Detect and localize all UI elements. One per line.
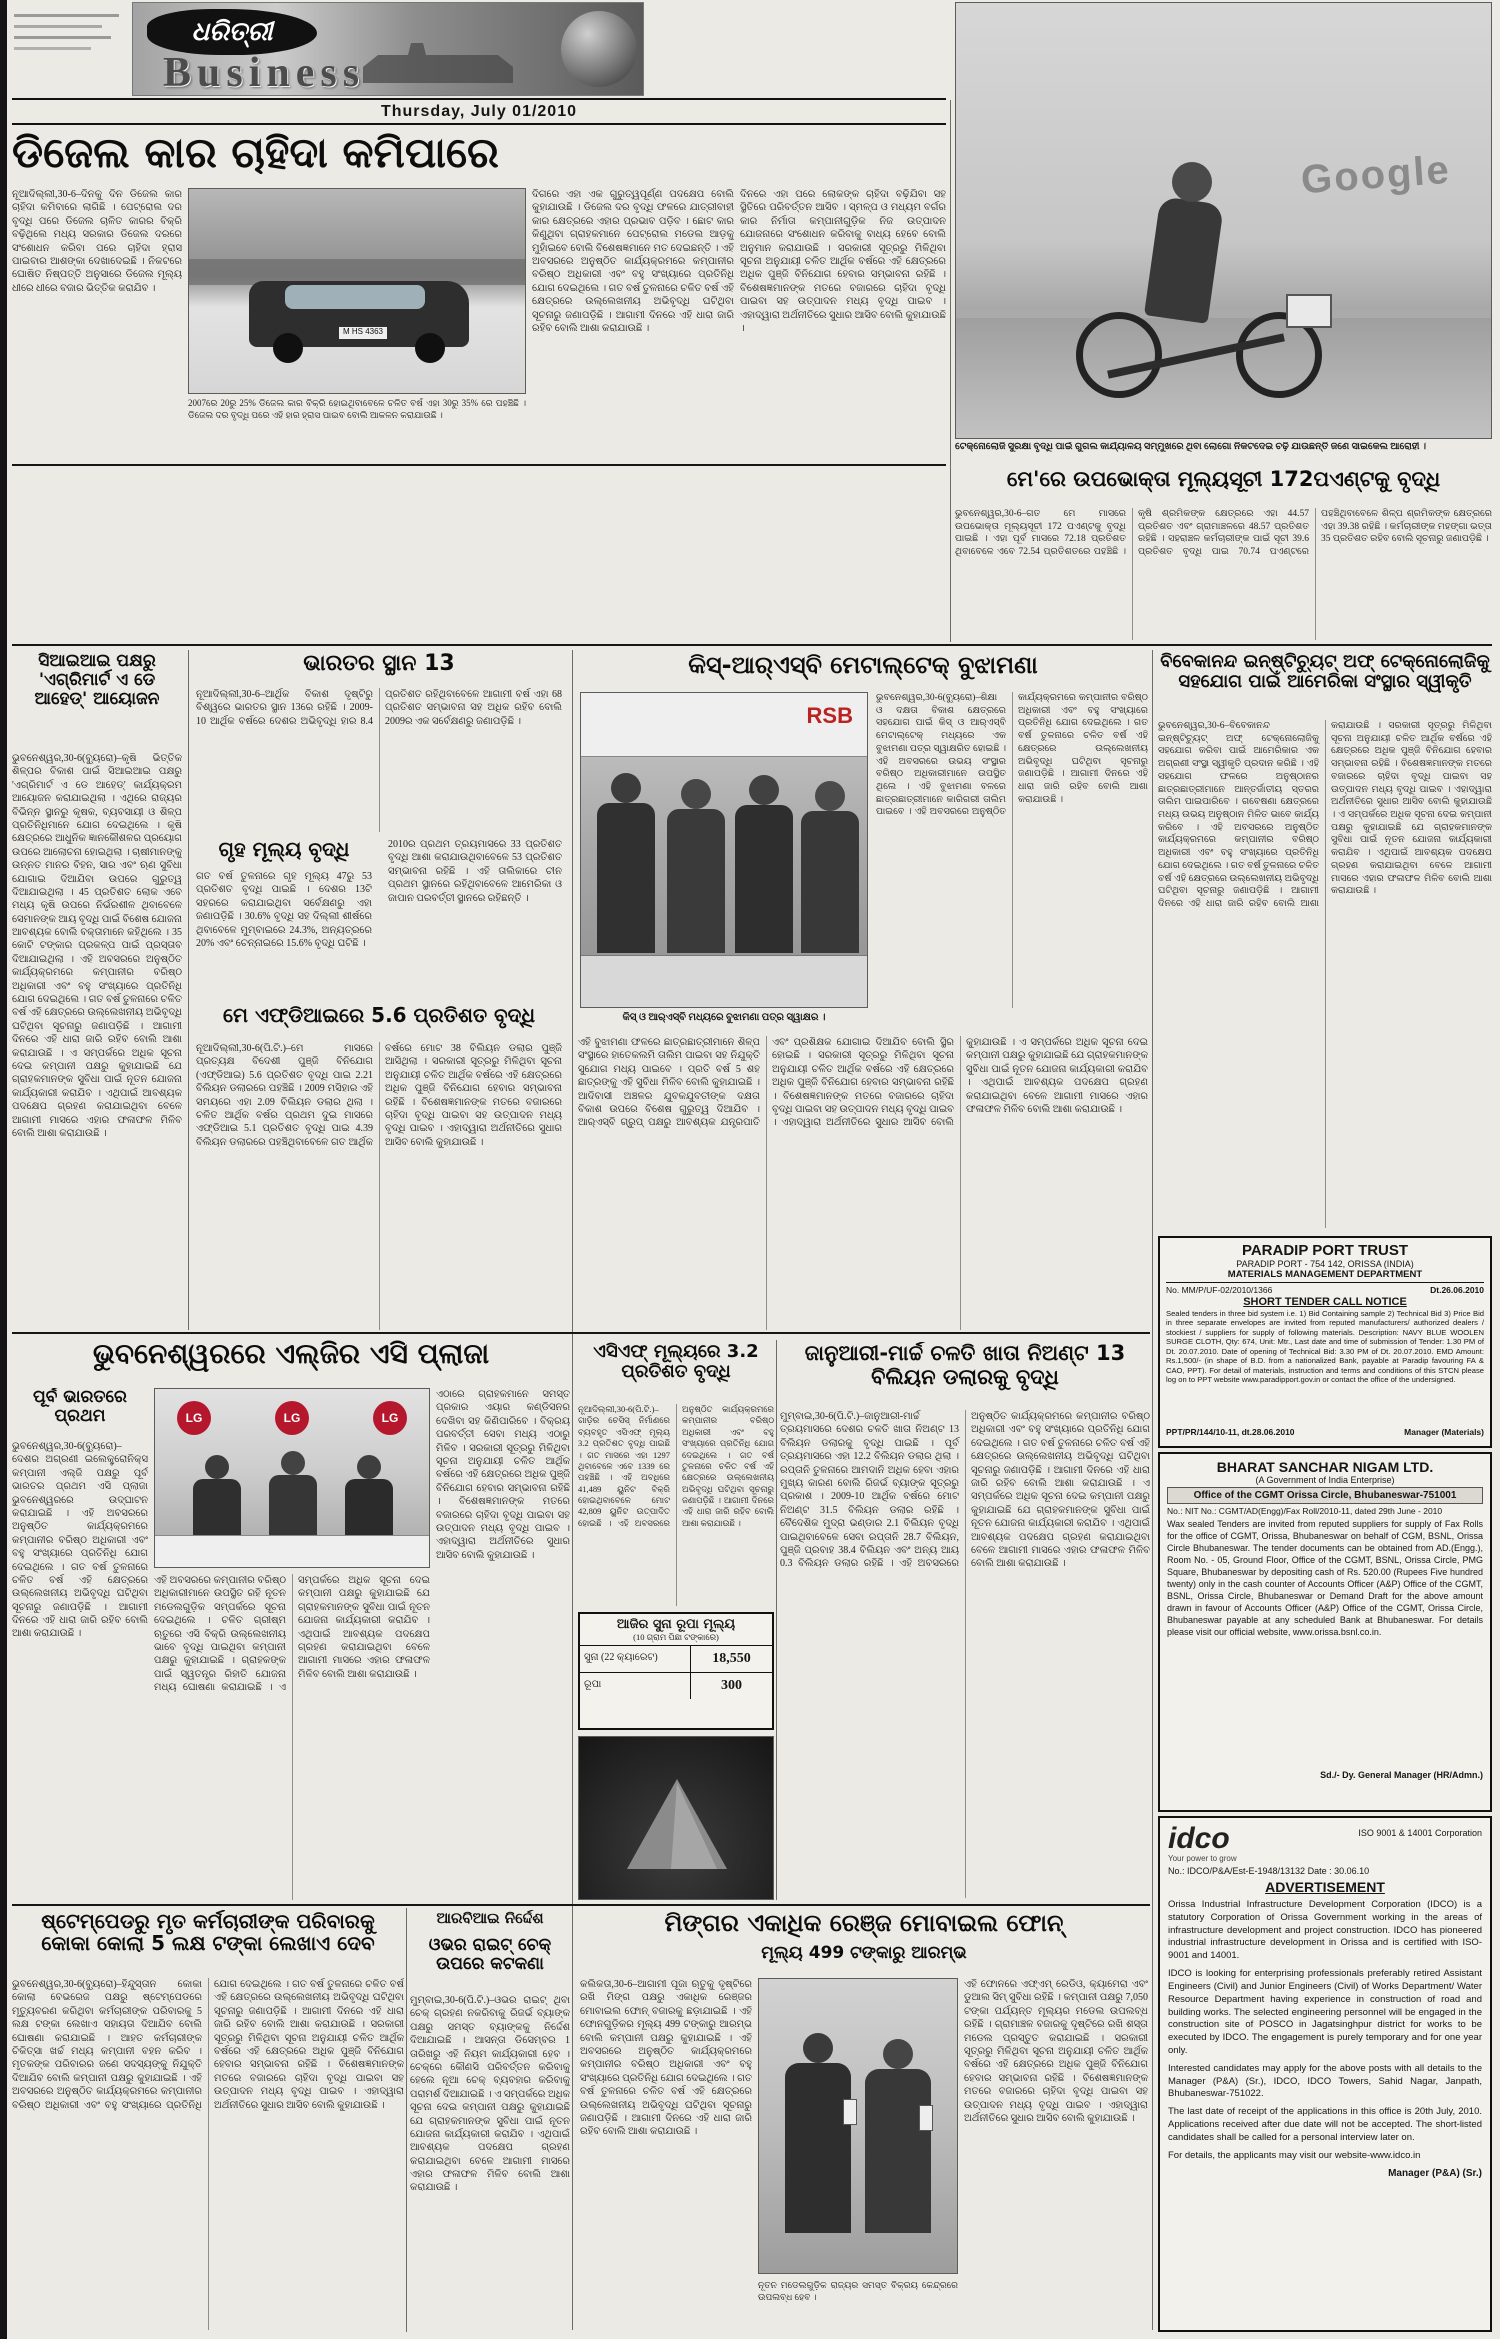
lg-logo-text: LG bbox=[283, 1411, 301, 1425]
idco-signature: Manager (P&A) (Sr.) bbox=[1388, 2168, 1482, 2180]
paradip-title: PARADIP PORT TRUST bbox=[1241, 1242, 1409, 1259]
gold-row-label: ସୁନା (22 କ୍ୟାରେଟ) bbox=[580, 1646, 691, 1672]
current-account-headline: ଜାନୁଆରୀ-ମାର୍ଚ୍ଚ ଚଳତି ଖାତା ନିଅଣ୍ଟ 13 ବିଲିୟନ ଡଲାରକୁ ବୃଦ୍ଧି bbox=[804, 1342, 1126, 1389]
gold-row-value: 18,550 bbox=[712, 1651, 751, 1666]
body-text-part: ସରକାରୀ ସୂତ୍ରରୁ ମିଳିଥିବା ସୂଚନା ଅନୁଯାୟୀ ଚଳିତ ଆର୍ଥିକ ବର୍ଷରେ ଏହି କ୍ଷେତ୍ରରେ ଅଧିକ ପୁଞ୍ଜି ବିନିଯୋଗ ହେବାର ସମ୍ଭାବନା ରହିଛି । ବିଶେଷଜ୍ଞମାନଙ୍କ ମତରେ ବଜାରରେ ଚାହିଦା ବୃଦ୍ଧି ପାଇବା ସହ ଉତ୍ପାଦନ ମଧ୍ୟ ବୃଦ୍ଧି ପାଇବ । ଏହାଦ୍ୱାରା ଅର୍ଥନୀତିରେ ସୁଧାର ଆସିବ ବୋଲି କୁହାଯାଉଛି । bbox=[436, 1442, 570, 1561]
masthead bbox=[132, 2, 644, 96]
photo-mobile-launch bbox=[758, 1978, 958, 2274]
person-body bbox=[193, 1479, 241, 1537]
body-text-part: ଏହି ବୁଝାମଣା ଫଳରେ ଛାତ୍ରଛାତ୍ରୀମାନେ ଶିଳ୍ପ ସଂସ୍ଥାରେ ହାତେକଲମି ତାଲିମ ପାଇବା ସହ ନିଯୁକ୍ତି ସୁଯୋଗ ମଧ୍ୟ ପାଇବେ । ପ୍ରତି ବର୍ଷ 5 ଶହ ଛାତ୍ରଙ୍କୁ ଏହି ସୁବିଧା ମିଳିବ ବୋଲି କୁହାଯାଇଛି । ଆଦିବାସୀ ଅଞ୍ଚଳର ଯୁବକଯୁବତୀଙ୍କ ଦକ୍ଷତା ବିକାଶ ଉପରେ ବିଶେଷ ଗୁରୁତ୍ୱ ଦିଆଯିବ । ଆର୍‌ଏସ୍‌ବି ଗ୍ରୁପ୍ ପକ୍ଷରୁ ଆବଶ୍ୟକ ଯନ୍ତ୍ରପାତି ଏବଂ ପ୍ରଶିକ୍ଷକ ଯୋଗାଇ ଦିଆଯିବ ବୋଲି ସ୍ଥିର ହୋଇଛି । bbox=[578, 1037, 954, 1129]
idco-paragraph: IDCO is looking for enterprising professionals preferably retired Assistant Engineers (Civil) and Junior Engineers (Civil) of Works Department/ Water Resource Department having experience in construction of road and building works. The selected engineering personnel will be engaged in the construction site of POSCO in Jagatsinghpur district for works to be executed by IDCO. The engagement is purely temporary and for one year only. bbox=[1168, 1968, 1482, 2056]
body-text-part: ଏ ସମ୍ପର୍କରେ ଅଧିକ ସୂଚନା ଦେଇ କମ୍ପାନୀ ପକ୍ଷରୁ କୁହାଯାଇଛି ଯେ ଗ୍ରାହକମାନଙ୍କ ସୁବିଧା ପାଇଁ ନୂତନ ଯୋଜନା କାର୍ଯ୍ୟକାରୀ କରାଯିବ । ଏଥିପାଇଁ ଆବଶ୍ୟକ ପଦକ୍ଷେପ ଗ୍ରହଣ କରାଯାଇଥିବା ବେଳେ ଆଗାମୀ ମାସରେ ଏହାର ଫଳାଫଳ ମିଳିବ ବୋଲି ଆଶା କରାଯାଉଛି । bbox=[12, 1047, 182, 1139]
bike-rear-wheel bbox=[1076, 312, 1162, 398]
body-text-part: ଦିନରେ ଏହା ପରେ ଲୋକଙ୍କ ଚାହିଦା ବଢ଼ିଯିବା ସହ ସ୍ଥିତିରେ ପରିବର୍ତ୍ତନ ଆସିବ । ସ୍ମଳ୍ପ ଓ ମଧ୍ୟମ ବର୍ଗର କାର ନିର୍ମାତା କମ୍ପାନୀଗୁଡ଼ିକ ନିଜ ଉତ୍ପାଦନ ଯୋଜନାରେ ସଂଶୋଧନ କରିବାକୁ ବାଧ୍ୟ ହେବେ ବୋଲି ଅନୁମାନ କରାଯାଉଛି । bbox=[740, 189, 946, 254]
gold-table-subtitle: (10 ଗ୍ରାମ ପିଛା ଟଙ୍କାରେ) bbox=[580, 1632, 772, 1646]
body-text-part: ଏହି ଅବସରରେ ଅନୁଷ୍ଠିତ କାର୍ଯ୍ୟକ୍ରମରେ କମ୍ପାନୀର ବରିଷ୍ଠ ଅଧିକାରୀ ଏବଂ ବହୁ ସଂଖ୍ୟାରେ ପ୍ରତିନିଧି ଯୋଗ ଦେଇଥିଲେ । ଗତ ବର୍ଷ ତୁଳନାରେ ଚଳିତ ବର୍ଷ ଏହି କ୍ଷେତ୍ରରେ ଉଲ୍ଲେଖନୀୟ ଅଭିବୃଦ୍ଧି ଘଟିଥିବା ସୂଚନାରୁ ଜଣାପଡ଼ିଛି । ଆଗାମୀ ଦିନରେ ଏହି ଧାରା ଜାରି ରହିବ ବୋଲି ଆଶା କରାଯାଉଛି । bbox=[532, 242, 734, 334]
body-text-part: ମୁମ୍ବାଇ,30-6(ପି.ଟି.)–ଜାନୁଆରୀ-ମାର୍ଚ୍ଚ ତ୍ରୟମାସରେ ଦେଶର ଚଳତି ଖାତା ନିଅଣ୍ଟ 13 ବିଲିୟନ ଡଲାରକୁ ବୃଦ୍ଧି ପାଇଛି । ପୂର୍ବ ତ୍ରୟମାସରେ ଏହା 12.2 ବିଲିୟନ ଡଲାର ଥିଲା । ରପ୍ତାନି ତୁଳନାରେ ଆମଦାନି ଅଧିକ ହେବା ଏହାର ମୁଖ୍ୟ କାରଣ ବୋଲି ରିଜର୍ଭ ବ୍ୟାଙ୍କ ସୂତ୍ରରୁ ପ୍ରକାଶ । 2009-10 ଆର୍ଥିକ ବର୍ଷରେ ମୋଟ ନିଅଣ୍ଟ 31.5 ବିଲିୟନ ଡଲାର ରହିଛି । ବୈଦେଶିକ ମୁଦ୍ରା ଭଣ୍ଡାର 2.1 ବିଲିୟନ ବୃଦ୍ଧି ପାଇଥିବାବେଳେ ସେବା ରପ୍ତାନି 28.7 ବିଲିୟନ, ପୁଞ୍ଜି ପ୍ରବାହ 38.4 ବିଲିୟନ ଏବଂ ଅନ୍ୟ ଆୟ 0.3 ବିଲିୟନ ଡଲାର ରହିଛି । bbox=[780, 1411, 959, 1570]
photo-google-cyclist bbox=[955, 2, 1492, 439]
body-text-part: ଏହି ଅବସରରେ ଅନୁଷ୍ଠିତ କାର୍ଯ୍ୟକ୍ରମରେ କମ୍ପାନୀର ବରିଷ୍ଠ ଅଧିକାରୀ ଏବଂ ବହୁ ସଂଖ୍ୟାରେ ପ୍ରତିନିଧି ଯୋଗ ଦେଇଥିଲେ । ଗତ ବର୍ଷ ତୁଳନାରେ ଚଳିତ ବର୍ଷ ଏହି କ୍ଷେତ୍ରରେ ଉଲ୍ଲେଖନୀୟ ଅଭିବୃଦ୍ଧି ଘଟିଥିବା ସୂଚନାରୁ ଜଣାପଡ଼ିଛି । ଆଗାମୀ ଦିନରେ ଏହି ଧାରା ଜାରି ରହିବ ବୋଲି ଆଶା କରାଯାଉଛି । bbox=[899, 1411, 1150, 1570]
triangle-highlight bbox=[671, 1783, 717, 1869]
lg-logo-badge bbox=[275, 1401, 309, 1435]
vrule-col1 bbox=[188, 650, 189, 1330]
current-account-body bbox=[780, 1410, 1150, 1898]
body-text-part: ନୂଆଦିଲ୍ଲୀ,30-6(ପି.ଟି.)–ମେ ମାସରେ ପ୍ରତ୍ୟକ୍ଷ ବିଦେଶୀ ପୁଞ୍ଜି ବିନିଯୋଗ (ଏଫ୍‌ଡିଆଇ) 5.6 ପ୍ରତିଶତ ବୃଦ୍ଧି ପାଇ 2.21 ବିଲିୟନ ଡଲାରରେ ପହଞ୍ଚିଛି । 2009 ମସିହାର ଏହି ସମୟରେ ଏହା 2.09 ବିଲିୟନ ଡଲାର ଥିଲା । ଚଳିତ ଆର୍ଥିକ ବର୍ଷର ପ୍ରଥମ ଦୁଇ ମାସରେ ଏଫ୍‌ଡିଆଇ 5.1 ପ୍ରତିଶତ ବୃଦ୍ଧି ପାଇ 4.39 ବିଲିୟନ ଡଲାରରେ ପହଞ୍ଚିଥିବାବେଳେ ଗତ ଆର୍ଥିକ ବର୍ଷରେ ମୋଟ 38 ବିଲିୟନ ଡଲାର ପୁଞ୍ଜି ଆସିଥିଲା । bbox=[196, 1043, 562, 1148]
fdi-body bbox=[196, 1042, 562, 1330]
vrule-coca-rbi bbox=[406, 1908, 407, 2332]
paradip-body: Sealed tenders in three bid system i.e. 1) Bid Containing sample 2) Technical Bid 3) Price Bid in three separate envelopes are invited from reputed manufacturers/ authorized dealers / stockiest / suppliers for supply of following materials. Description: NAVY BLUE WOOLEN SURGE CLOTH, Qty: 674, Unit: Mtr., Last date and time of submission of Tender: 1.30 PM of Dt. 20.07.2010. Date of opening of Technical Bid: 3.30 PM of Dt. 20.07.2010. EMD Amount: Rs.1,500/- (in shape of B.D. from a nationalized Bank, payable at Paradip favouring FA & CAO, PPT). For detail of materials, instruction and terms and conditions of this STCN please log on to PPT website www.paradipport.gov.in or contact the office of the undersigned. bbox=[1166, 1309, 1484, 1385]
body-text-part: ଏ ସମ୍ପର୍କରେ ଅଧିକ ସୂଚନା ଦେଇ କମ୍ପାନୀ ପକ୍ଷରୁ କୁହାଯାଇଛି ଯେ ଗ୍ରାହକମାନଙ୍କ ସୁବିଧା ପାଇଁ ନୂତନ ଯୋଜନା କାର୍ଯ୍ୟକାରୀ କରାଯିବ । ଏଥିପାଇଁ ଆବଶ୍ୟକ ପଦକ୍ଷେପ ଗ୍ରହଣ କରାଯାଇଥିବା ବେଳେ ଆଗାମୀ ମାସରେ ଏହାର ଫଳାଫଳ ମିଳିବ ବୋଲି ଆଶା କରାଯାଉଛି । bbox=[1331, 810, 1492, 897]
rbi-kicker: ଆରବିଆଇ ନିର୍ଦ୍ଦେଶ bbox=[436, 1910, 544, 1927]
page-left-edge bbox=[0, 0, 7, 2339]
body-text-part: ଏହି ଅବସରରେ ଅନୁଷ୍ଠିତ କାର୍ଯ୍ୟକ୍ରମରେ କମ୍ପାନୀର ବରିଷ୍ଠ ଅଧିକାରୀ ଏବଂ ବହୁ ସଂଖ୍ୟାରେ ପ୍ରତିନିଧି ଯୋଗ ଦେଇଥିଲେ । ଗତ ବର୍ଷ ତୁଳନାରେ ଚଳିତ ବର୍ଷ ଏହି କ୍ଷେତ୍ରରେ ଉଲ୍ଲେଖନୀୟ ଅଭିବୃଦ୍ଧି ଘଟିଥିବା ସୂଚନାରୁ ଜଣାପଡ଼ିଛି । ଆଗାମୀ ଦିନରେ ଏହି ଧାରା ଜାରି ରହିବ ବୋଲି ଆଶା କରାଯାଉଛି । bbox=[914, 693, 1148, 818]
vivekananda-headline: ବିବେକାନନ୍ଦ ଇନ୍‌ଷ୍ଟିଚ୍ୟୁଟ୍ ଅଫ୍ ଟେକ୍ନୋଲୋଜିକୁ ସହଯୋଗ ପାଇଁ ଆମେରିକା ସଂସ୍ଥାର ସ୍ୱୀକୃତି bbox=[1160, 652, 1490, 693]
micromax-body-bottom bbox=[758, 2280, 958, 2330]
paradip-ref-date: Dt.26.06.2010 bbox=[1430, 1285, 1484, 1295]
car-windshield bbox=[285, 285, 425, 309]
acf-body bbox=[578, 1404, 774, 1606]
kiss-rsb-bottom-body bbox=[578, 1036, 1148, 1330]
vrule-lead-right bbox=[950, 100, 951, 642]
lg-logo-text: LG bbox=[185, 1411, 203, 1425]
lg-logo-badge bbox=[373, 1401, 407, 1435]
lead-article-col3 bbox=[740, 188, 946, 460]
kiss-rsb-headline: କିସ୍‌-ଆର୍‌ଏସ୍‌ବି ମେଟାଲ୍‌ଟେକ୍ ବୁଝାମଣା bbox=[688, 652, 1038, 679]
lg-logo-badge bbox=[177, 1401, 211, 1435]
bsnl-subtitle: (A Government of India Enterprise) bbox=[1255, 1475, 1395, 1485]
coca-headline-line1: ଷ୍ଟେମ୍ପେଡରୁ ମୃତ କର୍ମଚାରୀଙ୍କ ପରିବାରକୁ bbox=[41, 1910, 375, 1933]
body-text-part: ଭୁବନେଶ୍ୱର,30-6(ବ୍ୟୁରୋ)–ଦେଶର ଅଗ୍ରଣୀ ଇଲେକ୍ଟ୍ରୋନିକ୍ସ କମ୍ପାନୀ ଏଲ୍‌ଜି ପକ୍ଷରୁ ପୂର୍ବ ଭାରତର ପ୍ରଥମ ଏସି ପ୍ଲାଜା ଭୁବନେଶ୍ୱରରେ ଉଦ୍‌ଘାଟନ କରାଯାଇଛି । bbox=[12, 1441, 148, 1519]
rule-under-lead bbox=[12, 464, 946, 466]
body-text-part: ସରକାରୀ ସୂତ୍ରରୁ ମିଳିଥିବା ସୂଚନା ଅନୁଯାୟୀ ଚଳିତ ଆର୍ଥିକ ବର୍ଷରେ ଏହି କ୍ଷେତ୍ରରେ ଅଧିକ ପୁଞ୍ଜି ବିନିଯୋଗ ହେବାର ସମ୍ଭାବନା ରହିଛି । ବିଶେଷଜ୍ଞମାନଙ୍କ ମତରେ ବଜାରରେ ଚାହିଦା ବୃଦ୍ଧି ପାଇବା ସହ ଉତ୍ପାଦନ ମଧ୍ୟ ବୃଦ୍ଧି ପାଇବ । ଏହାଦ୍ୱାରା ଅର୍ଥନୀତିରେ ସୁଧାର ଆସିବ ବୋଲି କୁହାଯାଉଛି । bbox=[1331, 721, 1492, 821]
photo-kiss-rsb-mou bbox=[580, 692, 868, 1008]
phone-shape bbox=[843, 2099, 857, 2125]
body-text-part: ଭୁବନେଶ୍ୱର,30-6–ବିବେକାନନ୍ଦ ଇନ୍‌ଷ୍ଟିଚ୍ୟୁଟ୍ ଅଫ୍ ଟେକ୍ନୋଲୋଜିକୁ ସହଯୋଗ କରିବା ପାଇଁ ଆମେରିକାର ଏକ ଅଗ୍ରଣୀ ସଂସ୍ଥା ସ୍ୱୀକୃତି ପ୍ରଦାନ କରିଛି । ଏହି ସହଯୋଗ ଫଳରେ ଅନୁଷ୍ଠାନର ଛାତ୍ରଛାତ୍ରୀମାନେ ଆନ୍ତର୍ଜାତୀୟ ସ୍ତରର ତାଲିମ ପାଇପାରିବେ । ଗବେଷଣା କ୍ଷେତ୍ରରେ ମଧ୍ୟ ଉଭୟ ଅନୁଷ୍ଠାନ ମିଳିତ ଭାବେ କାର୍ଯ୍ୟ କରିବେ । bbox=[1158, 721, 1319, 833]
license-plate: M HS 4363 bbox=[339, 327, 387, 339]
cpi-body bbox=[955, 508, 1492, 640]
person-body bbox=[269, 1475, 317, 1537]
idco-paragraph: Interested candidates may apply for the above posts with all details to the Manager (P&A) (Sr.), IDCO, IDCO Towers, Sahid Nagar, Janpath, Bhubaneswar-751022. bbox=[1168, 2062, 1482, 2100]
paradip-ref-no: No. MM/P/UF-02/2010/1366 bbox=[1166, 1285, 1273, 1295]
india13-body bbox=[196, 688, 562, 832]
gold-price-table bbox=[578, 1612, 774, 1730]
idco-paragraph: For details, the applicants may visit our website-www.idco.in bbox=[1168, 2149, 1421, 2161]
home-price-headline: ଗୃହ ମୂଲ୍ୟ ବୃଦ୍ଧି bbox=[218, 838, 350, 861]
paradip-notice-title: SHORT TENDER CALL NOTICE bbox=[1243, 1296, 1407, 1308]
body-text-part: ନୂଆଦିଲ୍ଲୀ,30-6–ଆର୍ଥିକ ବିକାଶ ଦୃଷ୍ଟିରୁ ବିଶ୍ୱରେ ଭାରତର ସ୍ଥାନ 13ରେ ରହିଛି । 2009-10 ଆର୍ଥିକ ବର୍ଷରେ ଦେଶର ଅଭିବୃଦ୍ଧି ହାର 8.4 ପ୍ରତିଶତ ରହିଥିବାବେଳେ ଆଗାମୀ ବର୍ଷ ଏହା 68 ପ୍ରତିଶତ ସମ୍ଭାବନା ସହ ଅଧିକ ରହିବ ବୋଲି 2009ର ଏକ ସର୍ବେକ୍ଷଣରୁ ଜଣାପଡ଼ିଛି । bbox=[196, 689, 562, 727]
person-body bbox=[345, 1479, 393, 1537]
body-text-part: ଭୁବନେଶ୍ୱର,30-6(ବ୍ୟୁରୋ)–ହିନ୍ଦୁସ୍ତାନ କୋକା କୋଲା ବେଭରେଜ ପକ୍ଷରୁ ଷ୍ଟେମ୍ପେଡରେ ମୃତ୍ୟୁବରଣ କରିଥିବା କର୍ମଚାରୀଙ୍କ ପରିବାରକୁ 5 ଲକ୍ଷ ଟଙ୍କା ଲେଖାଏ ସହାୟତା ଦିଆଯିବ ବୋଲି ଘୋଷଣା କରାଯାଇଛି । ଆହତ କର୍ମଚାରୀଙ୍କ ଚିକିତ୍ସା ଖର୍ଚ୍ଚ ମଧ୍ୟ କମ୍ପାନୀ ବହନ କରିବ । ମୃତକଙ୍କ ପରିବାରର ଜଣେ ସଦସ୍ୟଙ୍କୁ ନିଯୁକ୍ତି ଦିଆଯିବ ବୋଲି କମ୍ପାନୀ ପକ୍ଷରୁ କୁହାଯାଇଛି । bbox=[12, 1979, 202, 2084]
vivekananda-body bbox=[1158, 720, 1492, 1228]
body-text-part: ଏଠାରେ ଗ୍ରାହକମାନେ ସମସ୍ତ ପ୍ରକାର ଏୟାର କଣ୍ଡିସନର ଦେଖିବା ସହ କିଣିପାରିବେ । ବିକ୍ରୟ ପରବର୍ତ୍ତୀ ସେବା ମଧ୍ୟ ଏଠାରୁ ମିଳିବ । bbox=[436, 1389, 570, 1454]
rsb-logo-text: RSB bbox=[806, 703, 853, 728]
body-text-part: ମୁମ୍ବାଇ,30-6(ପି.ଟି.)–ଓଭର ରାଇଟ୍ ଥିବା ଚେକ୍ ଗ୍ରହଣ ନକରିବାକୁ ରିଜର୍ଭ ବ୍ୟାଙ୍କ ପକ୍ଷରୁ ସମସ୍ତ ବ୍ୟାଙ୍କକୁ ନିର୍ଦ୍ଦେଶ ଦିଆଯାଇଛି । ଆସନ୍ତା ଡିସେମ୍ବର 1 ତାରିଖରୁ ଏହି ନିୟମ କାର୍ଯ୍ୟକାରୀ ହେବ । ଚେକ୍‌ରେ କୌଣସି ପରିବର୍ତ୍ତନ କରିବାକୁ ହେଲେ ନୂଆ ଚେକ୍ ବ୍ୟବହାର କରିବାକୁ ପରାମର୍ଶ ଦିଆଯାଇଛି । bbox=[410, 1995, 570, 2100]
rbi-body bbox=[410, 1994, 570, 2330]
idco-title: ADVERTISEMENT bbox=[1265, 1879, 1385, 1895]
gold-table-title: ଆଜିର ସୁନା ରୂପା ମୂଲ୍ୟ bbox=[616, 1617, 736, 1632]
imprint-lines bbox=[14, 8, 124, 90]
person-head bbox=[681, 779, 711, 809]
body-text-part: ଏହି ଅବସରରେ ଅନୁଷ୍ଠିତ କାର୍ଯ୍ୟକ୍ରମରେ କମ୍ପାନୀର ବରିଷ୍ଠ ଅଧିକାରୀ ଏବଂ ବହୁ ସଂଖ୍ୟାରେ ପ୍ରତିନିଧି ଯୋଗ ଦେଇଥିଲେ । ଗତ ବର୍ଷ ତୁଳନାରେ ଚଳିତ ବର୍ଷ ଏହି କ୍ଷେତ୍ରରେ ଉଲ୍ଲେଖନୀୟ ଅଭିବୃଦ୍ଧି ଘଟିଥିବା ସୂଚନାରୁ ଜଣାପଡ଼ିଛି । ଆଗାମୀ ଦିନରେ ଏହି ଧାରା ଜାରି ରହିବ ବୋଲି ଆଶା କରାଯାଉଛି । bbox=[1158, 721, 1381, 910]
bike-basket bbox=[1286, 294, 1332, 328]
r ule-section-3 bbox=[12, 1904, 1150, 1906]
body-text-part: ନୂଆଦିଲ୍ଲୀ,30-6(ପି.ଟି.)–ଗାଡ଼ିର ଚେସିସ୍ ନିର୍ମାଣରେ ବ୍ୟବହୃତ ଏସିଏଫ୍ ମୂଲ୍ୟ 3.2 ପ୍ରତିଶତ ବୃଦ୍ଧି ପାଇଛି । ଗତ ମାସରେ ଏହା 1297 ଥିବାବେଳେ ଏବେ 1339 ରେ ପହଞ୍ଚିଛି । ଏହି ଅବଧିରେ 41,489 ୟୁନିଟ ବିକ୍ରି ହୋଇଥିବାବେଳେ ମୋଟ 42,809 ୟୁନିଟ ଉତ୍ପାଦିତ ହୋଇଛି । bbox=[578, 1404, 670, 1528]
bsnl-office: Office of the CGMT Orissa Circle, Bhubaneswar-751001 bbox=[1167, 1487, 1483, 1504]
bsnl-ad bbox=[1158, 1452, 1492, 1812]
body-text-part: ଏହି ଅବସରରେ ଅନୁଷ୍ଠିତ କାର୍ଯ୍ୟକ୍ରମରେ କମ୍ପାନୀର ବରିଷ୍ଠ ଅଧିକାରୀ ଏବଂ ବହୁ ସଂଖ୍ୟାରେ ପ୍ରତିନିଧି ଯୋଗ ଦେଇଥିଲେ । ଗତ ବର୍ଷ ତୁଳନାରେ ଚଳିତ ବର୍ଷ ଏହି କ୍ଷେତ୍ରରେ ଉଲ୍ଲେଖନୀୟ ଅଭିବୃଦ୍ଧି ଘଟିଥିବା ସୂଚନାରୁ ଜଣାପଡ଼ିଛି । ଆଗାମୀ ଦିନରେ ଏହି ଧାରା ଜାରି ରହିବ ବୋଲି ଆଶା କରାଯାଉଛି । bbox=[580, 2032, 752, 2138]
person-head bbox=[205, 1455, 229, 1479]
body-text-part: ଏହି ଅବସରରେ କମ୍ପାନୀର ବରିଷ୍ଠ ଅଧିକାରୀମାନେ ଉପସ୍ଥିତ ରହି ନୂତନ ମଡେଲଗୁଡ଼ିକ ସମ୍ପର୍କରେ ସୂଚନା ଦେଇଥିଲେ । ଚଳିତ ଗ୍ରୀଷ୍ମ ଋତୁରେ ଏସି ବିକ୍ରି ଉଲ୍ଲେଖନୀୟ ଭାବେ ବୃଦ୍ଧି ପାଇଥିବା କମ୍ପାନୀ ପକ୍ଷରୁ କୁହାଯାଇଛି । ଗ୍ରାହକଙ୍କ ପାଇଁ ସ୍ୱତନ୍ତ୍ର ରିହାତି ଯୋଜନା ମଧ୍ୟ ଘୋଷଣା କରାଯାଇଛି । bbox=[154, 1575, 286, 1694]
lg-body-bottom bbox=[154, 1574, 430, 1900]
imprint-line bbox=[14, 14, 119, 17]
person-head bbox=[281, 1451, 305, 1475]
vrule-mid-right bbox=[1152, 650, 1153, 2330]
vrule-mid-left bbox=[572, 650, 573, 2330]
car-wheel-left bbox=[273, 333, 303, 363]
india13-headline: ଭାରତର ସ୍ଥାନ 13 bbox=[303, 652, 455, 676]
body-text-part: କଲିକତା,30-6–ଆଗାମୀ ପୂଜା ଋତୁକୁ ଦୃଷ୍ଟିରେ ରଖି ମିଙ୍ଗ ପକ୍ଷରୁ ଏକାଧିକ ରେଞ୍ଜର ମୋବାଇଲ ଫୋନ୍ ବଜାରକୁ ଛଡ଼ାଯାଇଛି । ଏହି ଫୋନଗୁଡ଼ିକର ମୂଲ୍ୟ 499 ଟଙ୍କାରୁ ଆରମ୍ଭ ବୋଲି କମ୍ପାନୀ ପକ୍ଷରୁ କୁହାଯାଇଛି । bbox=[580, 1979, 752, 2044]
idco-ref: No.: IDCO/P&A/Est-E-1948/13132 Date : 30.06.10 bbox=[1168, 1866, 1370, 1876]
lg-logo-text: LG bbox=[381, 1411, 399, 1425]
person-body bbox=[667, 809, 725, 953]
body-text-part: ଏ ସମ୍ପର୍କରେ ଅଧିକ ସୂଚନା ଦେଇ କମ୍ପାନୀ ପକ୍ଷରୁ କୁହାଯାଇଛି ଯେ ଗ୍ରାହକମାନଙ୍କ ସୁବିଧା ପାଇଁ ନୂତନ ଯୋଜନା କାର୍ଯ୍ୟକାରୀ କରାଯିବ । ଏଥିପାଇଁ ଆବଶ୍ୟକ ପଦକ୍ଷେପ ଗ୍ରହଣ କରାଯାଇଥିବା ବେଳେ ଆଗାମୀ ମାସରେ ଏହାର ଫଳାଫଳ ମିଳିବ ବୋଲି ଆଶା କରାଯାଉଛି । bbox=[410, 2088, 570, 2194]
idco-tagline: Your power to grow bbox=[1168, 1854, 1237, 1863]
micromax-body-right bbox=[964, 1978, 1148, 2330]
imprint-line bbox=[14, 47, 91, 50]
idco-paragraph: The last date of receipt of the applications in this office is 20th July, 2010. Applications received after due date will not be accepted. The short-listed candidates shall be called for a personal interview later on. bbox=[1168, 2106, 1482, 2143]
fdi-headline: ମେ ଏଫ୍‌ଡିଆଇରେ 5.6 ପ୍ରତିଶତ ବୃଦ୍ଧି bbox=[223, 1004, 535, 1027]
body-text-part: ଦିଗରେ ଏହା ଏକ ଗୁରୁତ୍ୱପୂର୍ଣ୍ଣ ପଦକ୍ଷେପ ବୋଲି କୁହାଯାଉଛି । ଡିଜେଲ ଦର ବୃଦ୍ଧି ଫଳରେ ଯାତ୍ରୀବାହୀ କାର କ୍ଷେତ୍ରରେ ଏହାର ପ୍ରଭାବ ପଡ଼ିବ । ଛୋଟ କାର କିଣୁଥିବା ଗ୍ରାହକମାନେ ପେଟ୍ରୋଲ ମଡେଲ ଆଡ଼କୁ ମୁହାଁଇବେ ବୋଲି ବିଶେଷଜ୍ଞମାନେ ମତ ଦେଇଛନ୍ତି । bbox=[532, 189, 734, 254]
micromax-body-left bbox=[580, 1978, 752, 2330]
ship-graphic bbox=[363, 43, 513, 83]
person-head bbox=[749, 775, 779, 805]
person-body bbox=[785, 2063, 851, 2233]
body-text-part: ଭୁବନେଶ୍ୱର,30-6–ଗତ ମେ ମାସରେ ଉପଭୋକ୍ତା ମୂଲ୍ୟସୂଚୀ 172 ପଏଣ୍ଟକୁ ବୃଦ୍ଧି ପାଇଛି । ଏହା ପୂର୍ବ ମାସରେ 72.18 ପ୍ରତିଶତ ଥିବାବେଳେ ଏବେ 72.54 ପ୍ରତିଶତରେ ପହଞ୍ଚିଛି । କୃଷି ଶ୍ରମିକଙ୍କ କ୍ଷେତ୍ରରେ ଏହା 44.57 ପ୍ରତିଶତ ଏବଂ ଗ୍ରାମାଞ୍ଚଳରେ 48.57 ପ୍ରତିଶତ ରହିଛି । ସହରାଞ୍ଚଳ କର୍ମଚାରୀଙ୍କ ପାଇଁ ସୂଚୀ 39.6 ପ୍ରତିଶତ ବୃଦ୍ଧି ପାଇ 70.74 ପଏଣ୍ଟରେ ପହଞ୍ଚିଥିବାବେଳେ ଶିଳ୍ପ ଶ୍ରମିକଙ୍କ କ୍ଷେତ୍ରରେ ଏହା 39.38 ରହିଛି । କର୍ମଚାରୀଙ୍କ ମହଙ୍ଗା ଭତ୍ତା 35 ପ୍ରତିଶତ ରହିବ ବୋଲି ସୂଚନାରୁ ଜଣାପଡ଼ିଛି । bbox=[955, 509, 1492, 558]
globe-graphic bbox=[561, 11, 637, 87]
bsnl-signature: Sd./- Dy. General Manager (HR/Admn.) bbox=[1320, 1770, 1483, 1780]
body-text-part: ଏହି ଫୋନରେ ଏଫ୍‌ଏମ୍ ରେଡିଓ, କ୍ୟାମେରା ଏବଂ ଡୁଆଲ ସିମ୍ ସୁବିଧା ରହିଛି । କମ୍ପାନୀ ପକ୍ଷରୁ 7,050 ଟଙ୍କା ପର୍ଯ୍ୟନ୍ତ ମୂଲ୍ୟର ମଡେଲ ଉପଲବ୍ଧ ରହିଛି । ଗ୍ରାମାଞ୍ଚଳ ବଜାରକୁ ଦୃଷ୍ଟିରେ ରଖି ଶସ୍ତା ମଡେଲ ପ୍ରସ୍ତୁତ କରାଯାଇଛି । bbox=[964, 1979, 1148, 2044]
car-wheel-right bbox=[415, 333, 445, 363]
table-shape bbox=[581, 955, 867, 1007]
paradip-ad bbox=[1158, 1236, 1492, 1448]
person-body bbox=[801, 811, 859, 953]
coca-cola-headline bbox=[12, 1910, 404, 1970]
rider-head bbox=[1172, 162, 1212, 202]
acf-headline: ଏସିଏଫ୍ ମୂଲ୍ୟରେ 3.2 ପ୍ରତିଶତ ବୃଦ୍ଧି bbox=[593, 1342, 759, 1383]
table-shape bbox=[155, 1535, 429, 1567]
person-body bbox=[597, 803, 655, 953]
paradip-dept: MATERIALS MANAGEMENT DEPARTMENT bbox=[1166, 1269, 1484, 1283]
body-text-part: ଭୁବନେଶ୍ୱର,30-6(ବ୍ୟୁରୋ)–କୃଷି ଭିତ୍ତିକ ଶିଳ୍ପର ବିକାଶ ପାଇଁ ସିଆଇଆଇ ପକ୍ଷରୁ 'ଏଗ୍ରିମାର୍ଟ ଏ ଡେ ଆହେଡ୍' କାର୍ଯ୍ୟକ୍ରମ ଆୟୋଜନ କରାଯାଇଥିଲା । ଏଥିରେ ରାଜ୍ୟର ବିଭିନ୍ନ ସ୍ଥାନରୁ କୃଷକ, ବ୍ୟବସାୟୀ ଓ ଶିଳ୍ପ ପ୍ରତିନିଧିମାନେ ଯୋଗ ଦେଇଥିଲେ । କୃଷି କ୍ଷେତ୍ରରେ ଆଧୁନିକ ଜ୍ଞାନକୌଶଳର ପ୍ରୟୋଗ ଉପରେ ଆଲୋଚନା ହୋଇଥିଲା । ଚାଷୀମାନଙ୍କୁ ଉନ୍ନତ ମାନର ବିହନ, ସାର ଏବଂ ଋଣ ସୁବିଧା ଯୋଗାଇ ଦିଆଯିବା ଉପରେ ଗୁରୁତ୍ୱ ଦିଆଯାଇଥିଲା । 45 ପ୍ରତିଶତ ଲୋକ ଏବେ ମଧ୍ୟ କୃଷି ଉପରେ ନିର୍ଭରଶୀଳ ଥିବାବେଳେ ସେମାନଙ୍କ ଆୟ ବୃଦ୍ଧି ପାଇଁ ବିଶେଷ ଯୋଜନା ଆବଶ୍ୟକ ବୋଲି ବକ୍ତାମାନେ କହିଥିଲେ । 35 କୋଟି ଟଙ୍କାର ପ୍ରକଳ୍ପ ପାଇଁ ପ୍ରସ୍ତାବ ଦିଆଯାଇଥିଲା । bbox=[12, 753, 182, 965]
body-text-part: ଭୁବନେଶ୍ୱର,30-6(ବ୍ୟୁରୋ)–ଶିକ୍ଷା ଓ ଦକ୍ଷତା ବିକାଶ କ୍ଷେତ୍ରରେ ସହଯୋଗ ପାଇଁ କିସ୍ ଓ ଆର୍‌ଏସ୍‌ବି ମେଟାଲ୍‌ଟେକ୍ ମଧ୍ୟରେ ଏକ ବୁଝାମଣା ପତ୍ର ସ୍ୱାକ୍ଷରିତ ହୋଇଛି । ଏହି ଅବସରରେ ଉଭୟ ସଂସ୍ଥାର ବରିଷ୍ଠ ଅଧିକାରୀମାନେ ଉପସ୍ଥିତ ଥିଲେ । ଏହି ବୁଝାମଣା ବଳରେ ଛାତ୍ରଛାତ୍ରୀମାନେ କାରିଗରୀ ତାଲିମ ପାଇବେ । bbox=[876, 693, 1006, 818]
person-head bbox=[815, 781, 845, 811]
lead-headline: ଡିଜେଲ କାର ଚାହିଦା କମିପାରେ bbox=[12, 129, 499, 177]
section-name: Business bbox=[163, 50, 366, 96]
google-logo-text: Google bbox=[1299, 147, 1453, 203]
micromax-headline: ମିଙ୍ଗର ଏକାଧିକ ରେଞ୍ଜ ମୋବାଇଲ ଫୋନ୍ bbox=[664, 1910, 1064, 1937]
body-text-part: 2007ରେ 20ରୁ 25% ଡିଜେଲ କାର ବିକ୍ରି ହୋଇଥିବାବେଳେ ଚଳିତ ବର୍ଷ ଏହା 30ରୁ 35% ରେ ପହଞ୍ଚିଛି । ଡିଜେଲ ଦର ବୃଦ୍ଧି ପରେ ଏହି ହାର ହ୍ରାସ ପାଇବ ବୋଲି ଆକଳନ କରାଯାଉଛି । bbox=[188, 398, 526, 420]
photo-diesel-car bbox=[188, 188, 526, 394]
person-body bbox=[735, 805, 793, 953]
lg-body-right bbox=[436, 1388, 570, 1900]
lg-headline: ଭୁବନେଶ୍ୱରରେ ଏଲ୍‌ଜିର ଏସି ପ୍ଲାଜା bbox=[92, 1338, 490, 1370]
lg-body-left bbox=[12, 1440, 148, 1900]
silver-row bbox=[580, 1673, 772, 1699]
kiss-rsb-side-body bbox=[876, 692, 1148, 1008]
rule-section-1 bbox=[12, 644, 1492, 646]
cii-body bbox=[12, 752, 182, 1330]
person-head bbox=[357, 1455, 381, 1479]
bsnl-body: Wax sealed Tenders are invited from reputed suppliers for supply of Fax Rolls for the office of CGMT, Orissa, Bhubaneswar on behalf of CGM, BSNL, Orissa Circle Bhubaneswar. The tender documents can be obtained from AD.(Engg.), Room No. - 05, Ground Floor, Office of the CGMT, BSNL, Orissa Circle, PMG Square, Bhubaneswar by depositing cash of Rs. 520.00 (Rupees Five hundred twenty) only in the cash counter of Accounts Officer (A&P) Office of the CGMT, BSNL, Orissa Circle, Bhubaneswar or Demand Draft for the above amount drawn in favour of Accounts Officer (A&P) Office of the CGMT, Orissa Circle, Bhubaneswar payable at any scheduled Bank at Bhubaneswar. For details please visit our official website, www.orissa.bsnl.co.in. bbox=[1167, 1519, 1483, 1638]
idco-paragraph: Orissa Industrial Infrastructure Development Corporation (IDCO) is a statutory Corporation of Orissa Government working in the areas of infrastructure development and project construction. IDCO has pioneered industrial infrastructure development in Orissa and is certified with ISO-9001 and 14001. bbox=[1168, 1899, 1482, 1962]
body-text-part: ଏହି ଅବସରରେ ଅନୁଷ୍ଠିତ କାର୍ଯ୍ୟକ୍ରମରେ କମ୍ପାନୀର ବରିଷ୍ଠ ଅଧିକାରୀ ଏବଂ ବହୁ ସଂଖ୍ୟାରେ ପ୍ରତିନିଧି ଯୋଗ ଦେଇଥିଲେ । ଗତ ବର୍ଷ ତୁଳନାରେ ଚଳିତ ବର୍ଷ ଏହି କ୍ଷେତ୍ରରେ ଉଲ୍ଲେଖନୀୟ ଅଭିବୃଦ୍ଧି ଘଟିଥିବା ସୂଚନାରୁ ଜଣାପଡ଼ିଛି । ଆଗାମୀ ଦିନରେ ଏହି ଧାରା ଜାରି ରହିବ ବୋଲି ଆଶା କରାଯାଉଛି । bbox=[617, 1404, 774, 1528]
lg-kicker: ପୂର୍ବ ଭାରତରେ ପ୍ରଥମ bbox=[33, 1388, 127, 1427]
coca-cola-body bbox=[12, 1978, 404, 2330]
idco-iso: ISO 9001 & 14001 Corporation bbox=[1358, 1828, 1482, 1838]
home-price-body bbox=[196, 870, 372, 998]
body-text-part: ଏହି ଅବସରରେ ଅନୁଷ୍ଠିତ କାର୍ଯ୍ୟକ୍ରମରେ କମ୍ପାନୀର ବରିଷ୍ଠ ଅଧିକାରୀ ଏବଂ ବହୁ ସଂଖ୍ୟାରେ ପ୍ରତିନିଧି ଯୋଗ ଦେଇଥିଲେ । ଗତ ବର୍ଷ ତୁଳନାରେ ଚଳିତ ବର୍ଷ ଏହି କ୍ଷେତ୍ରରେ ଉଲ୍ଲେଖନୀୟ ଅଭିବୃଦ୍ଧି ଘଟିଥିବା ସୂଚନାରୁ ଜଣାପଡ଼ିଛି । ଆଗାମୀ ଦିନରେ ଏହି ଧାରା ଜାରି ରହିବ ବୋଲି ଆଶା କରାଯାଉଛି । bbox=[12, 1979, 404, 2111]
body-text-part: ସରକାରୀ ସୂତ୍ରରୁ ମିଳିଥିବା ସୂଚନା ଅନୁଯାୟୀ ଚଳିତ ଆର୍ଥିକ ବର୍ଷରେ ଏହି କ୍ଷେତ୍ରରେ ଅଧିକ ପୁଞ୍ଜି ବିନିଯୋଗ ହେବାର ସମ୍ଭାବନା ରହିଛି । ବିଶେଷଜ୍ଞମାନଙ୍କ ମତରେ ବଜାରରେ ଚାହିଦା ବୃଦ୍ଧି ପାଇବା ସହ ଉତ୍ପାଦନ ମଧ୍ୟ ବୃଦ୍ଧି ପାଇବ । ଏହାଦ୍ୱାରା ଅର୍ଥନୀତିରେ ସୁଧାର ଆସିବ ବୋଲି କୁହାଯାଉଛି । bbox=[214, 2019, 404, 2111]
body-text-part: ସରକାରୀ ସୂତ୍ରରୁ ମିଳିଥିବା ସୂଚନା ଅନୁଯାୟୀ ଚଳିତ ଆର୍ଥିକ ବର୍ଷରେ ଏହି କ୍ଷେତ୍ରରେ ଅଧିକ ପୁଞ୍ଜି ବିନିଯୋଗ ହେବାର ସମ୍ଭାବନା ରହିଛି । ବିଶେଷଜ୍ଞମାନଙ୍କ ମତରେ ବଜାରରେ ଚାହିଦା ବୃଦ୍ଧି ପାଇବା ସହ ଉତ୍ପାଦନ ମଧ୍ୟ ବୃଦ୍ଧି ପାଇବ । ଏହାଦ୍ୱାରା ଅର୍ଥନୀତିରେ ସୁଧାର ଆସିବ ବୋଲି କୁହାଯାଉଛି । bbox=[964, 2032, 1148, 2124]
body-text-part: ଗତ ବର୍ଷ ତୁଳନାରେ ଗୃହ ମୂଲ୍ୟ 47ରୁ 53 ପ୍ରତିଶତ ବୃଦ୍ଧି ପାଇଛି । ଦେଶର 13ଟି ସହରରେ କରାଯାଇଥିବା ସର୍ବେକ୍ଷଣରୁ ଏହା ଜଣାପଡ଼ିଛି । 30.6% ବୃଦ୍ଧି ସହ ଦିଲ୍ଲୀ ଶୀର୍ଷରେ ଥିବାବେଳେ ମୁମ୍ବାଇରେ 24.3%, ଅନ୍ୟତ୍ରରେ 20% ଏବଂ ଚେନ୍ନାଇରେ 15.6% ବୃଦ୍ଧି ଘଟିଛି । bbox=[196, 871, 372, 949]
body-text-part: ଏହି ଅବସରରେ ଅନୁଷ୍ଠିତ କାର୍ଯ୍ୟକ୍ରମରେ କମ୍ପାନୀର ବରିଷ୍ଠ ଅଧିକାରୀ ଏବଂ ବହୁ ସଂଖ୍ୟାରେ ପ୍ରତିନିଧି ଯୋଗ ଦେଇଥିଲେ । ଗତ ବର୍ଷ ତୁଳନାରେ ଚଳିତ ବର୍ଷ ଏହି କ୍ଷେତ୍ରରେ ଉଲ୍ଲେଖନୀୟ ଅଭିବୃଦ୍ଧି ଘଟିଥିବା ସୂଚନାରୁ ଜଣାପଡ଼ିଛି । ଆଗାମୀ ଦିନରେ ଏହି ଧାରା ଜାରି ରହିବ ବୋଲି ଆଶା କରାଯାଉଛି । bbox=[12, 953, 182, 1059]
vrule-acf-current bbox=[776, 1340, 777, 1900]
rbi-headline: ଓଭର ରାଇଟ୍ ଚେକ୍ ଉପରେ କଟକଣା bbox=[428, 1936, 552, 1975]
paradip-footer-left: PPT/PR/144/10-11, dt.28.06.2010 bbox=[1166, 1427, 1295, 1437]
bsnl-ref: No.: NIT No.: CGMT/AD(Engg)/Fax Roll/2010-11, dated 29th June - 2010 bbox=[1167, 1506, 1443, 1516]
person-head bbox=[883, 2039, 913, 2069]
india13-body-cont bbox=[388, 838, 562, 998]
lead-article-under-photo bbox=[188, 398, 526, 460]
lead-article-col2 bbox=[532, 188, 734, 460]
body-text-part: ସରକାରୀ ସୂତ୍ରରୁ ମିଳିଥିବା ସୂଚନା ଅନୁଯାୟୀ ଚଳିତ ଆର୍ଥିକ ବର୍ଷରେ ଏହି କ୍ଷେତ୍ରରେ ଅଧିକ ପୁଞ୍ଜି ବିନିଯୋଗ ହେବାର ସମ୍ଭାବନା ରହିଛି । ବିଶେଷଜ୍ଞମାନଙ୍କ ମତରେ ବଜାରରେ ଚାହିଦା ବୃଦ୍ଧି ପାଇବା ସହ ଉତ୍ପାଦନ ମଧ୍ୟ ବୃଦ୍ଧି ପାଇବ । ଏହାଦ୍ୱାରା ଅର୍ଥନୀତିରେ ସୁଧାର ଆସିବ ବୋଲି କୁହାଯାଉଛି । bbox=[740, 242, 946, 334]
body-text-part: ଏ ସମ୍ପର୍କରେ ଅଧିକ ସୂଚନା ଦେଇ କମ୍ପାନୀ ପକ୍ଷରୁ କୁହାଯାଇଛି ଯେ ଗ୍ରାହକମାନଙ୍କ ସୁବିଧା ପାଇଁ ନୂତନ ଯୋଜନା କାର୍ଯ୍ୟକାରୀ କରାଯିବ । ଏଥିପାଇଁ ଆବଶ୍ୟକ ପଦକ୍ଷେପ ଗ୍ରହଣ କରାଯାଇଥିବା ବେଳେ ଆଗାମୀ ମାସରେ ଏହାର ଫଳାଫଳ ମିଳିବ ବୋଲି ଆଶା କରାଯାଉଛି । bbox=[278, 1575, 430, 1694]
body-text-part: ନୂଆଦିଲ୍ଲୀ,30-6–ଦିନକୁ ଦିନ ଡିଜେଲ କାର ଚାହିଦା କମିବାରେ ଲାଗିଛି । ପେଟ୍ରୋଲ ଦର ବୃଦ୍ଧି ପରେ ଡିଜେଲ ଚାଳିତ କାରର ବିକ୍ରି ବଢ଼ିଥିଲେ ମଧ୍ୟ ସରକାର ଡିଜେଲ ଦରରେ ସଂଶୋଧନ କରିବା ପରେ ଚାହିଦା ହ୍ରାସ ପାଇବାର ଆଶଙ୍କା ଦେଖାଦେଇଛି । ନିକଟରେ ଘୋଷିତ ନିଷ୍ପତ୍ତି ଅନୁସାରେ ଡିଜେଲ ମୂଲ୍ୟ ଧୀରେ ଧୀରେ ବଜାର ଭିତ୍ତିକ କରାଯିବ । bbox=[12, 189, 182, 294]
idco-ad bbox=[1158, 1816, 1492, 2332]
cii-headline: ସିଆଇଆଇ ପକ୍ଷରୁ 'ଏଗ୍ରିମାର୍ଟ ଏ ଡେ ଆହେଡ୍' ଆୟୋଜନ bbox=[34, 652, 160, 710]
body-text-part: ସରକାରୀ ସୂତ୍ରରୁ ମିଳିଥିବା ସୂଚନା ଅନୁଯାୟୀ ଚଳିତ ଆର୍ଥିକ ବର୍ଷରେ ଏହି କ୍ଷେତ୍ରରେ ଅଧିକ ପୁଞ୍ଜି ବିନିଯୋଗ ହେବାର ସମ୍ଭାବନା ରହିଛି । ବିଶେଷଜ୍ଞମାନଙ୍କ ମତରେ ବଜାରରେ ଚାହିଦା ବୃଦ୍ଧି ପାଇବା ସହ ଉତ୍ପାଦନ ମଧ୍ୟ ବୃଦ୍ଧି ପାଇବ । ଏହାଦ୍ୱାରା ଅର୍ଥନୀତିରେ ସୁଧାର ଆସିବ ବୋଲି କୁହାଯାଉଛି । bbox=[385, 1056, 562, 1148]
photo-lg-plaza bbox=[154, 1388, 430, 1568]
imprint-line bbox=[14, 25, 102, 28]
body-text-part: ଏ ସମ୍ପର୍କରେ ଅଧିକ ସୂଚନା ଦେଇ କମ୍ପାନୀ ପକ୍ଷରୁ କୁହାଯାଇଛି ଯେ ଗ୍ରାହକମାନଙ୍କ ସୁବିଧା ପାଇଁ ନୂତନ ଯୋଜନା କାର୍ଯ୍ୟକାରୀ କରାଯିବ । ଏଥିପାଇଁ ଆବଶ୍ୟକ ପଦକ୍ଷେପ ଗ୍ରହଣ କରାଯାଇଥିବା ବେଳେ ଆଗାମୀ ମାସରେ ଏହାର ଫଳାଫଳ ମିଳିବ ବୋଲି ଆଶା କରାଯାଉଛି । bbox=[971, 1477, 1150, 1570]
idco-logo: idco bbox=[1168, 1822, 1230, 1855]
silver-row-label: ରୂପା bbox=[580, 1673, 691, 1699]
gold-row bbox=[580, 1646, 772, 1673]
silver-row-value: 300 bbox=[721, 1678, 743, 1693]
person-head bbox=[611, 773, 641, 803]
rule-section-2 bbox=[12, 1332, 1150, 1334]
coca-headline-line2: କୋକା କୋଲା 5 ଲକ୍ଷ ଟଙ୍କା ଲେଖାଏ ଦେବ bbox=[41, 1931, 375, 1956]
issue-date: Thursday, July 01/2010 bbox=[380, 102, 577, 120]
lead-article-col1 bbox=[12, 188, 182, 460]
phone-shape bbox=[919, 2105, 933, 2131]
imprint-line bbox=[14, 36, 111, 39]
person-body bbox=[865, 2069, 931, 2233]
pavement-shape bbox=[956, 318, 1491, 438]
google-photo-caption: ଟେକ୍ନୋଲୋଜି ସୁରକ୍ଷା ବୃଦ୍ଧି ପାଇଁ ଗୁଗଲ କାର୍ଯ୍ୟାଳୟ ସମ୍ମୁଖରେ ଥିବା ଲୋଗୋ ନିକଟଦେଇ ଚଢ଼ି ଯାଉଛନ୍ତି ଜଣେ ସାଇକେଲ ଆରୋହୀ । bbox=[955, 442, 1427, 452]
photo-dark-graphic bbox=[578, 1736, 774, 1900]
rider-torso bbox=[1144, 196, 1224, 324]
cpi-headline: ମେ'ରେ ଉପଭୋକ୍ତା ମୂଲ୍ୟସୂଚୀ 172ପଏଣ୍ଟକୁ ବୃଦ୍ଧି bbox=[1006, 468, 1441, 491]
micromax-subheadline: ମୂଲ୍ୟ 499 ଟଙ୍କାରୁ ଆରମ୍ଭ bbox=[761, 1944, 967, 1963]
paper-name: ଧରିତ୍ରୀ bbox=[191, 16, 273, 47]
body-text-part: ନୂତନ ମଡେଲଗୁଡ଼ିକ ରାଜ୍ୟର ସମସ୍ତ ବିକ୍ରୟ କେନ୍ଦ୍ରରେ ଉପଲବ୍ଧ ହେବ । bbox=[758, 2280, 958, 2302]
paradip-footer-right: Manager (Materials) bbox=[1404, 1427, 1484, 1437]
paradip-address: PARADIP PORT - 754 142, ORISSA (INDIA) bbox=[1236, 1259, 1414, 1269]
body-text-part: ଏ ସମ୍ପର୍କରେ ଅଧିକ ସୂଚନା ଦେଇ କମ୍ପାନୀ ପକ୍ଷରୁ କୁହାଯାଇଛି ଯେ ଗ୍ରାହକମାନଙ୍କ ସୁବିଧା ପାଇଁ ନୂତନ ଯୋଜନା କାର୍ଯ୍ୟକାରୀ କରାଯିବ । ଏଥିପାଇଁ ଆବଶ୍ୟକ ପଦକ୍ଷେପ ଗ୍ରହଣ କରାଯାଇଥିବା ବେଳେ ଆଗାମୀ ମାସରେ ଏହାର ଫଳାଫଳ ମିଳିବ ବୋଲି ଆଶା କରାଯାଉଛି । bbox=[966, 1037, 1148, 1115]
body-text-part: 2010ର ପ୍ରଥମ ତ୍ରୟମାସରେ 33 ପ୍ରତିଶତ ବୃଦ୍ଧି ଆଶା କରାଯାଉଥିବାବେଳେ 53 ପ୍ରତିଶତ ସମ୍ଭାବନା ରହିଛି । ଏହି ତାଲିକାରେ ଚୀନ ପ୍ରଥମ ସ୍ଥାନରେ ରହିଥିବାବେଳେ ଆମେରିକା ଓ ଜାପାନ ପରବର୍ତ୍ତୀ ସ୍ଥାନରେ ରହିଛନ୍ତି । bbox=[388, 839, 562, 904]
bsnl-company: BHARAT SANCHAR NIGAM LTD. bbox=[1216, 1459, 1434, 1475]
body-text-part: ଏହି ଅବସରରେ ଅନୁଷ୍ଠିତ କାର୍ଯ୍ୟକ୍ରମରେ କମ୍ପାନୀର ବରିଷ୍ଠ ଅଧିକାରୀ ଏବଂ ବହୁ ସଂଖ୍ୟାରେ ପ୍ରତିନିଧି ଯୋଗ ଦେଇଥିଲେ । ଗତ ବର୍ଷ ତୁଳନାରେ ଚଳିତ ବର୍ଷ ଏହି କ୍ଷେତ୍ରରେ ଉଲ୍ଲେଖନୀୟ ଅଭିବୃଦ୍ଧି ଘଟିଥିବା ସୂଚନାରୁ ଜଣାପଡ଼ିଛି । ଆଗାମୀ ଦିନରେ ଏହି ଧାରା ଜାରି ରହିବ ବୋଲି ଆଶା କରାଯାଉଛି । bbox=[12, 1507, 148, 1640]
date-bar bbox=[12, 98, 946, 125]
kiss-rsb-caption: କିସ୍ ଓ ଆର୍‌ଏସ୍‌ବି ମଧ୍ୟରେ ବୁଝାମଣା ପତ୍ର ସ୍ୱାକ୍ଷର । bbox=[622, 1012, 826, 1023]
person-head bbox=[803, 2033, 833, 2063]
body-text-part: ସରକାରୀ ସୂତ୍ରରୁ ମିଳିଥିବା ସୂଚନା ଅନୁଯାୟୀ ଚଳିତ ଆର୍ଥିକ ବର୍ଷରେ ଏହି କ୍ଷେତ୍ରରେ ଅଧିକ ପୁଞ୍ଜି ବିନିଯୋଗ ହେବାର ସମ୍ଭାବନା ରହିଛି । ବିଶେଷଜ୍ଞମାନଙ୍କ ମତରେ ବଜାରରେ ଚାହିଦା ବୃଦ୍ଧି ପାଇବା ସହ ଉତ୍ପାଦନ ମଧ୍ୟ ବୃଦ୍ଧି ପାଇବ । ଏହାଦ୍ୱାରା ଅର୍ଥନୀତିରେ ସୁଧାର ଆସିବ ବୋଲି କୁହାଯାଉଛି । bbox=[772, 1037, 1016, 1129]
